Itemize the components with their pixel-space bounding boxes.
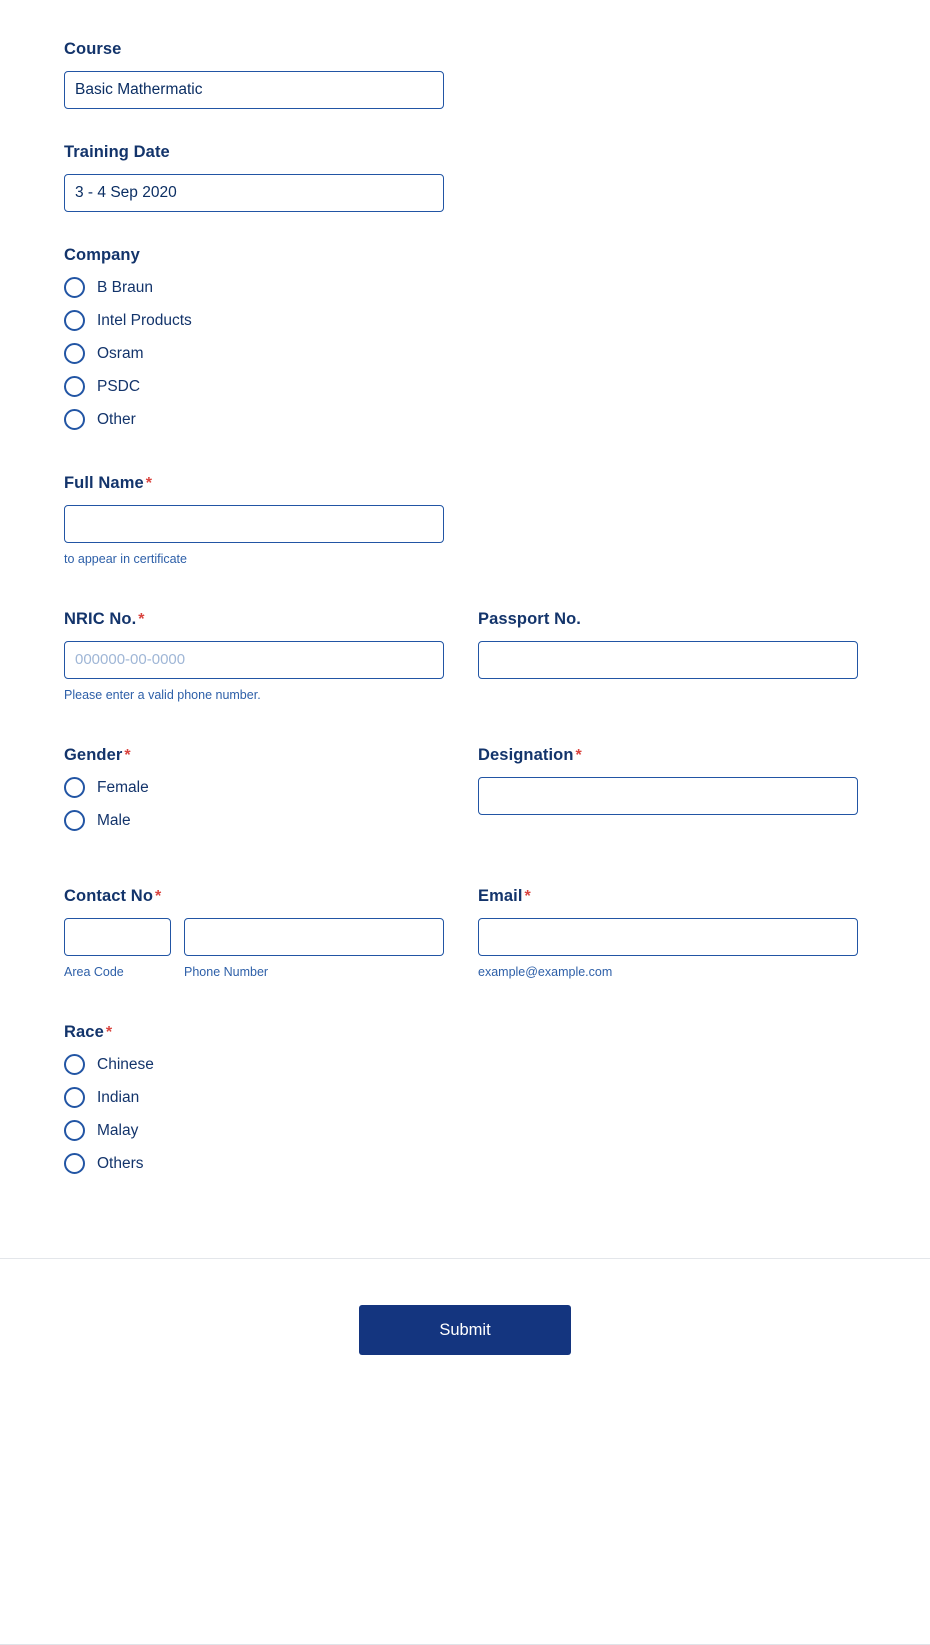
race-option-label: Malay: [97, 1121, 139, 1139]
area-code-input[interactable]: [64, 918, 171, 956]
radio-icon[interactable]: [64, 409, 85, 430]
gender-label: [64, 746, 444, 765]
nric-label-text: NRIC No.: [64, 610, 137, 628]
email-input[interactable]: [478, 918, 858, 956]
nric-label: [64, 610, 444, 629]
required-marker: *: [105, 1024, 113, 1041]
spacer: [64, 736, 866, 746]
field-race: [64, 1023, 866, 1174]
course-label: Course: [64, 40, 122, 58]
email-label-text: Email: [478, 887, 523, 905]
phone-number-hint: Phone Number: [184, 965, 269, 979]
radio-icon[interactable]: [64, 810, 85, 831]
full-name-hint: to appear in certificate: [64, 552, 187, 566]
race-label-text: Race: [64, 1023, 104, 1041]
required-marker: *: [145, 475, 153, 492]
race-option-label: Indian: [97, 1088, 140, 1106]
contact-label-text: Contact No: [64, 887, 153, 905]
company-option-osram[interactable]: [64, 343, 866, 364]
company-option-other[interactable]: [64, 409, 866, 430]
training-date-label: Training Date: [64, 143, 170, 161]
field-gender: [64, 746, 444, 843]
gender-option-female[interactable]: [64, 777, 444, 798]
phone-number-input[interactable]: [184, 918, 444, 956]
race-option-others[interactable]: [64, 1153, 866, 1174]
full-name-label-text: Full Name: [64, 474, 144, 492]
company-option-label: Other: [97, 410, 136, 428]
training-date-input[interactable]: [64, 174, 444, 212]
radio-icon[interactable]: [64, 777, 85, 798]
field-email: [478, 887, 858, 979]
race-option-indian[interactable]: [64, 1087, 866, 1108]
race-option-label: Chinese: [97, 1055, 154, 1073]
radio-icon[interactable]: [64, 1087, 85, 1108]
passport-input[interactable]: [478, 641, 858, 679]
field-contact-no: [64, 887, 444, 979]
radio-icon[interactable]: [64, 1153, 85, 1174]
email-hint: example@example.com: [478, 965, 613, 979]
radio-icon[interactable]: [64, 310, 85, 331]
designation-input[interactable]: [478, 777, 858, 815]
designation-label: [478, 746, 858, 765]
radio-icon[interactable]: [64, 1120, 85, 1141]
nric-input[interactable]: [64, 641, 444, 679]
required-marker: *: [575, 747, 582, 764]
gender-option-label: Male: [97, 811, 131, 829]
company-label: Company: [64, 246, 140, 264]
field-designation: [478, 746, 858, 843]
race-label: [64, 1023, 866, 1042]
field-company: [64, 246, 866, 430]
company-option-psdc[interactable]: [64, 376, 866, 397]
email-label: [478, 887, 858, 906]
contact-inputs: [64, 918, 444, 956]
gender-label-text: Gender: [64, 746, 123, 764]
spacer: [64, 464, 866, 474]
gender-option-label: Female: [97, 778, 149, 796]
company-option-intel-products[interactable]: [64, 310, 866, 331]
radio-icon[interactable]: [64, 277, 85, 298]
nric-hint: Please enter a valid phone number.: [64, 688, 261, 702]
race-option-label: Others: [97, 1154, 144, 1172]
required-marker: *: [138, 611, 145, 628]
designation-label-text: Designation: [478, 746, 574, 764]
company-option-label: PSDC: [97, 377, 141, 395]
passport-label: Passport No.: [478, 610, 581, 628]
required-marker: *: [155, 888, 162, 905]
spacer: [64, 877, 866, 887]
radio-icon[interactable]: [64, 376, 85, 397]
radio-icon[interactable]: [64, 343, 85, 364]
full-name-label: [64, 474, 866, 493]
field-training-date: [64, 143, 866, 212]
spacer: [64, 600, 866, 610]
required-marker: *: [524, 888, 531, 905]
gender-option-male[interactable]: [64, 810, 444, 831]
contact-label: [64, 887, 444, 906]
row-nric-passport: [64, 610, 866, 702]
row-contact-email: [64, 887, 866, 979]
field-nric-no: [64, 610, 444, 702]
field-full-name: [64, 474, 866, 566]
full-name-input[interactable]: [64, 505, 444, 543]
field-passport-no: [478, 610, 858, 702]
race-option-chinese[interactable]: [64, 1054, 866, 1075]
company-option-label: Osram: [97, 344, 144, 362]
company-option-label: Intel Products: [97, 311, 192, 329]
area-code-hint: Area Code: [64, 965, 124, 979]
field-course: [64, 40, 866, 109]
required-marker: *: [124, 747, 131, 764]
course-input[interactable]: [64, 71, 444, 109]
submit-button[interactable]: Submit: [359, 1305, 571, 1355]
radio-icon[interactable]: [64, 1054, 85, 1075]
race-option-malay[interactable]: [64, 1120, 866, 1141]
row-gender-designation: [64, 746, 866, 843]
spacer: [64, 1013, 866, 1023]
company-option-b-braun[interactable]: [64, 277, 866, 298]
company-option-label: B Braun: [97, 278, 154, 296]
contact-hints: [64, 956, 444, 979]
form-footer: [0, 1259, 930, 1409]
